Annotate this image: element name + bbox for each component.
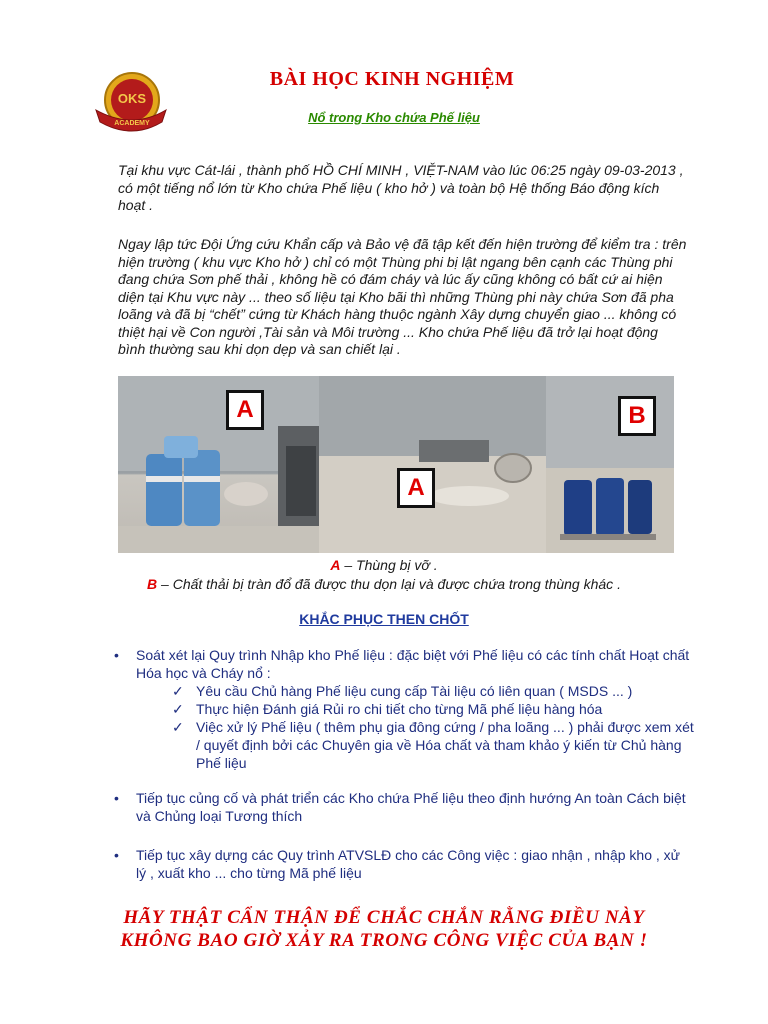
sub-list-item [172, 718, 696, 772]
photo-contained-waste [546, 376, 674, 553]
marker-a-2: A [397, 468, 435, 508]
bullet-dot-icon: • [114, 847, 119, 863]
caption-b-letter: B [147, 576, 158, 592]
page-subtitle: Nổ trong Kho chứa Phế liệu [308, 110, 480, 125]
response-paragraph: Ngay lập tức Đội Ứng cứu Khẩn cấp và Bảo vệ đã tập kết đến hiện trường để kiểm tra : trên hiện trường ( khu vực Kho hở ) chỉ có một Thùng phi bị lật ngang bên cạnh các Thùng phi đang chứa Sơn phế thải , không hề có đám cháy và lúc ấy cũng không có bất cứ ai hiện diện tại Khu vực này ... theo số liệu tại Kho bãi thì những Thùng phi này chứa Sơn đã pha loãng và đã bị “chết” cứng từ Khách hàng thuộc ngành Xây dựng chuyển giao ... không có thiệt hại về Con người ,Tài sản và Môi trường ... Kho chứa Phế liệu đã trở lại hoạt động bình thường sau khi dọn dẹp và san chiết lại . [118, 236, 687, 357]
list-item-text: Soát xét lại Quy trình Nhập kho Phế liệu : đặc biệt với Phế liệu có các tính chất Hoạt chất Hóa học và Cháy nổ : [136, 647, 690, 681]
page-title: BÀI HỌC KINH NGHIỆM [269, 68, 515, 90]
caption-b [0, 576, 768, 592]
caption-b-text: – Chất thải bị tràn đổ đã được thu dọn lại và được chứa trong thùng khác . [157, 576, 621, 592]
logo-text-band: ACADEMY [114, 120, 150, 127]
list-item [114, 846, 692, 882]
sub-list-item [172, 700, 696, 718]
closing-line-2: KHÔNG BAO GIỜ XẢY RA TRONG CÔNG VIỆC CỦA BẠN ! [120, 930, 648, 951]
caption-a [0, 557, 768, 573]
list-item [114, 789, 692, 825]
caption-a-text: – Thùng bị vỡ . [340, 557, 438, 573]
list-item-text: Tiếp tục củng cố và phát triển các Kho chứa Phế liệu theo định hướng An toàn Cách biệt và Chủng loại Tương thích [136, 790, 686, 824]
sub-list-item-text: Yêu cầu Chủ hàng Phế liệu cung cấp Tài liệu có liên quan ( MSDS ... ) [196, 683, 633, 699]
closing-line-1: HÃY THẬT CẨN THẬN ĐỂ CHẮC CHẮN RẰNG ĐIỀU NÀY [123, 907, 645, 928]
marker-b: B [618, 396, 656, 436]
section-heading: KHẮC PHỤC THEN CHỐT [299, 611, 469, 627]
check-icon: ✓ [172, 719, 184, 735]
list-item-text: Tiếp tục xây dựng các Quy trình ATVSLĐ cho các Công việc : giao nhận , nhập kho , xử lý , xuất kho ... cho từng Mã phế liệu [136, 847, 681, 881]
check-icon: ✓ [172, 701, 184, 717]
marker-a-1: A [226, 390, 264, 430]
sub-list-item [172, 682, 696, 700]
incident-paragraph: Tại khu vực Cát-lái , thành phố HỒ CHÍ MINH , VIỆT-NAM vào lúc 06:25 ngày 09-03-2013 , có một tiếng nổ lớn từ Kho chứa Phế liệu ( kho hở ) và toàn bộ Hệ thống Báo động kích hoạt . [118, 162, 684, 213]
bullet-dot-icon: • [114, 790, 119, 806]
photo-spill-area [319, 376, 546, 553]
sub-list-item-text: Việc xử lý Phế liệu ( thêm phụ gia đông cứng / pha loãng ... ) phải được xem xét / quyết định bởi các Chuyên gia về Hóa chất và tham khảo ý kiến từ Chủ hàng Phế liệu [196, 719, 694, 771]
check-icon: ✓ [172, 683, 184, 699]
photo-broken-drum [118, 376, 319, 553]
sub-list-item-text: Thực hiện Đánh giá Rủi ro chi tiết cho từng Mã phế liệu hàng hóa [196, 701, 603, 717]
caption-a-letter: A [330, 557, 341, 573]
bullet-dot-icon: • [114, 647, 119, 663]
list-item [114, 646, 692, 682]
incident-photos [118, 376, 674, 553]
logo-text-top: OKS [117, 91, 147, 106]
